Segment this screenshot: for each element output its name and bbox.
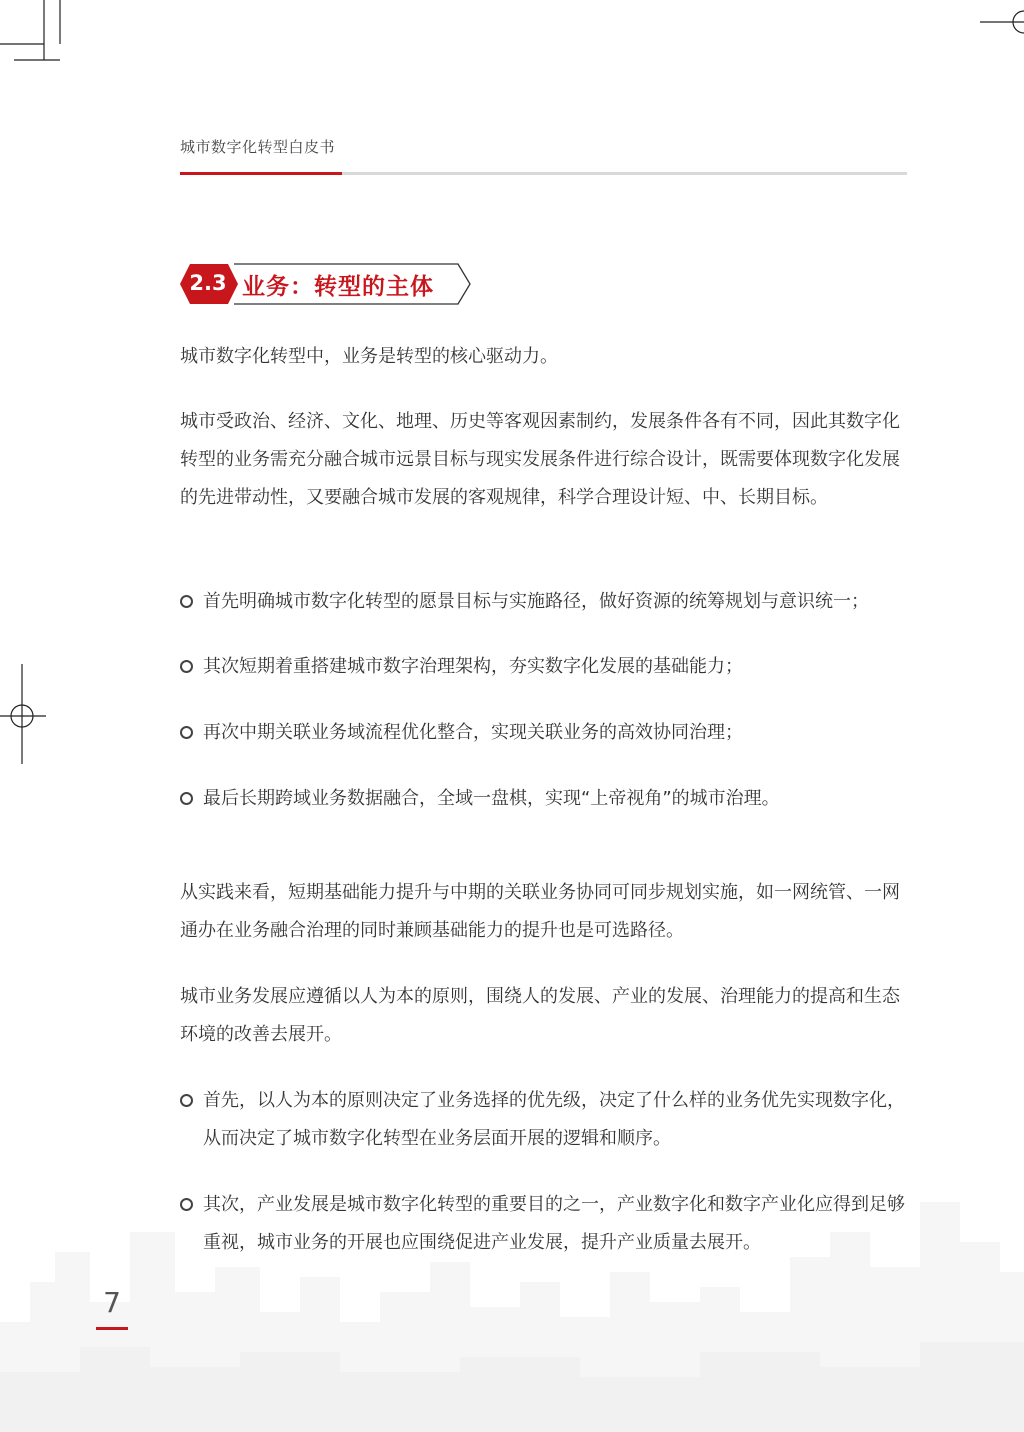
page-number-underline	[96, 1327, 128, 1330]
ring-bullet-icon	[180, 1198, 193, 1211]
ring-bullet-icon	[180, 660, 193, 673]
list-item: 首先明确城市数字化转型的愿景目标与实施路径，做好资源的统筹规划与意识统一；	[180, 583, 910, 621]
section-heading	[176, 260, 476, 308]
crop-mark-top-left	[0, 0, 70, 70]
paragraph-people-first: 城市业务发展应遵循以人为本的原则，围绕人的发展、产业的发展、治理能力的提高和生态环境的改善去展开。	[180, 986, 900, 1045]
paragraph-conditions: 城市受政治、经济、文化、地理、历史等客观因素制约，发展条件各有不同，因此其数字化转型的业务需充分融合城市远景目标与现实发展条件进行综合设计，既需要体现数字化发展的先进带动性，又要融合城市发展的客观规律，科学合理设计短、中、长期目标。	[180, 411, 900, 508]
list-item: 其次，产业发展是城市数字化转型的重要目的之一，产业数字化和数字产业化应得到足够重视，城市业务的开展也应围绕促进产业发展，提升产业质量去展开。	[180, 1186, 910, 1262]
list-item: 首先，以人为本的原则决定了业务选择的优先级，决定了什么样的业务优先实现数字化，从而决定了城市数字化转型在业务层面开展的逻辑和顺序。	[180, 1082, 910, 1158]
ring-bullet-icon	[180, 1094, 193, 1107]
page-number: 7	[103, 1286, 121, 1319]
paragraph-practice: 从实践来看，短期基础能力提升与中期的关联业务协同可同步规划实施，如一网统管、一网通办在业务融合治理的同时兼顾基础能力的提升也是可选路径。	[180, 882, 900, 941]
ring-bullet-icon	[180, 792, 193, 805]
list-item: 其次短期着重搭建城市数字治理架构，夯实数字化发展的基础能力；	[180, 648, 910, 686]
list-item: 再次中期关联业务域流程优化整合，实现关联业务的高效协同治理；	[180, 714, 910, 752]
section-title: 业务：转型的主体	[242, 274, 434, 300]
ring-bullet-icon	[180, 595, 193, 608]
ring-bullet-icon	[180, 726, 193, 739]
section-number: 2.3	[189, 271, 227, 295]
crop-mark-top-right	[974, 0, 1024, 50]
list-item: 最后长期跨域业务数据融合，全域一盘棋，实现“上帝视角”的城市治理。	[180, 780, 910, 818]
paragraph-intro: 城市数字化转型中，业务是转型的核心驱动力。	[180, 346, 558, 367]
crop-mark-left-middle	[0, 664, 50, 764]
running-header-title: 城市数字化转型白皮书	[180, 138, 336, 156]
header-divider-accent	[180, 172, 342, 175]
